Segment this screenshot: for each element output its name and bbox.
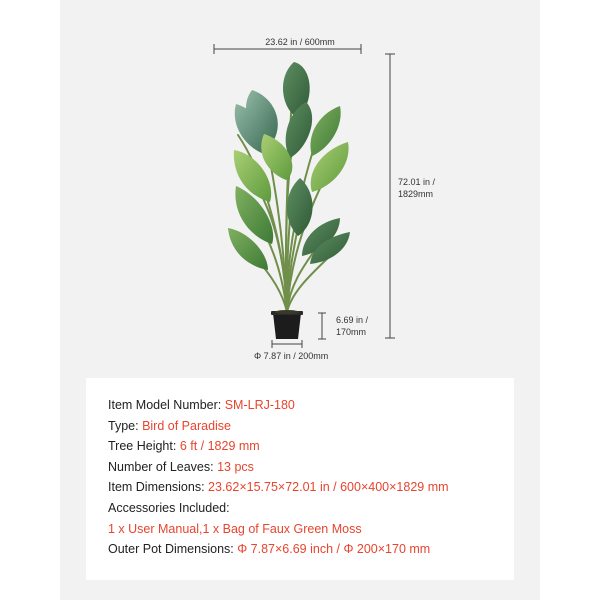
spec-label: Number of Leaves: <box>108 459 214 474</box>
spec-outer-pot-dimensions <box>108 539 514 560</box>
spec-model-number <box>108 395 514 416</box>
spec-label: Item Model Number: <box>108 398 222 412</box>
spec-accessories-label: Accessories Included: <box>108 500 230 515</box>
spec-value: Φ 7.87×6.69 inch / Φ 200×170 mm <box>237 542 431 557</box>
height-dimension-line <box>385 54 395 338</box>
spec-label: Type: <box>108 418 139 433</box>
spec-value: SM-LRJ-180 <box>224 398 295 412</box>
width-dimension-label: 23.62 in / 600mm <box>265 37 335 47</box>
height-metric: 1829mm <box>398 189 434 199</box>
spec-value: 13 pcs <box>217 459 254 474</box>
pot-height-metric: 170mm <box>336 327 367 337</box>
pot-diameter-dimension-line <box>272 340 302 348</box>
spec-value: Bird of Paradise <box>142 418 231 433</box>
spec-number-of-leaves <box>108 457 514 478</box>
spec-label: Outer Pot Dimensions: <box>108 542 234 557</box>
pot-height-dimension-label <box>336 314 368 338</box>
spec-type <box>108 416 514 437</box>
spec-label: Item Dimensions: <box>108 480 205 495</box>
spec-value: 6 ft / 1829 mm <box>179 439 260 454</box>
height-dimension-label <box>398 176 435 200</box>
pot-height-imperial: 6.69 in / <box>336 315 369 325</box>
pot-height-dimension-line <box>318 313 326 339</box>
plant-pot <box>271 310 303 339</box>
pot-diameter-dimension-label: Φ 7.87 in / 200mm <box>254 351 329 361</box>
specifications-card <box>86 378 514 580</box>
spec-value: 23.62×15.75×72.01 in / 600×400×1829 mm <box>208 480 449 495</box>
spec-label: Tree Height: <box>108 439 177 454</box>
spec-tree-height <box>108 436 514 457</box>
spec-accessories-value: 1 x User Manual,1 x Bag of Faux Green Moss <box>108 521 362 536</box>
spec-item-dimensions <box>108 477 514 498</box>
height-imperial: 72.01 in / <box>398 177 436 187</box>
